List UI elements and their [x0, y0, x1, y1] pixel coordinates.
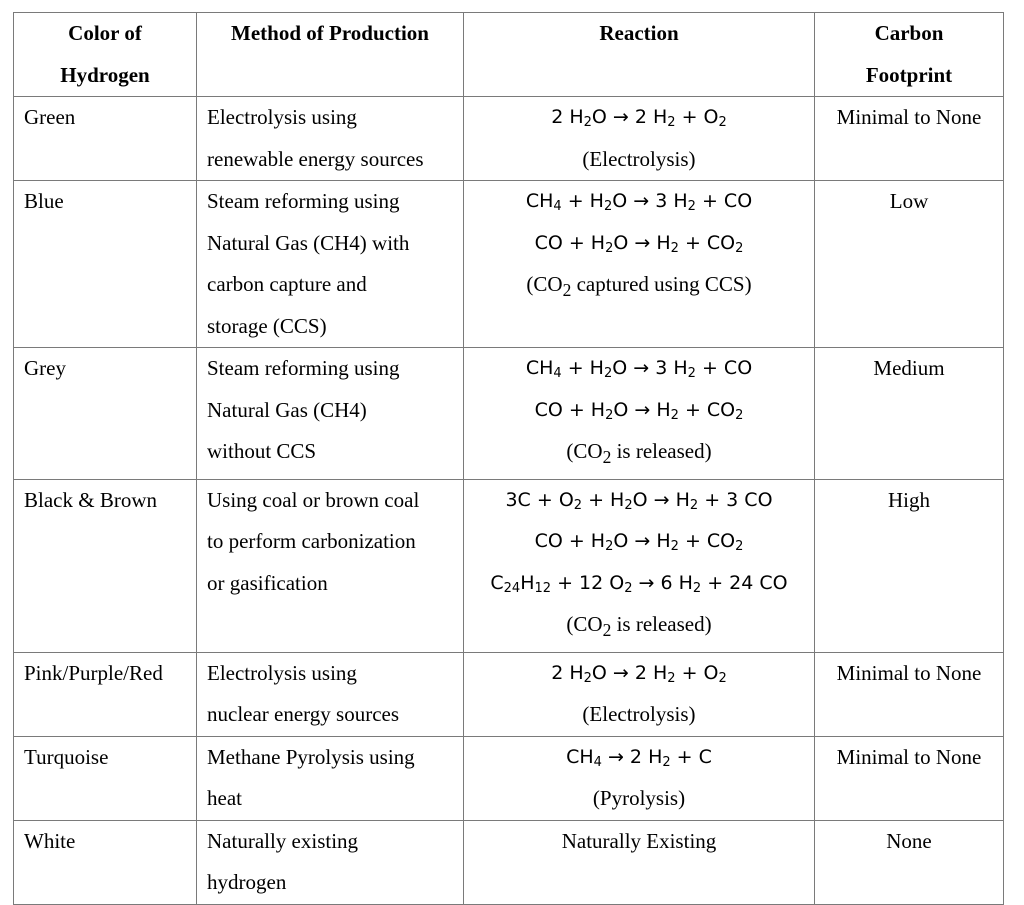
- cell-reaction: [464, 652, 815, 736]
- reaction-line: $CH_4 + H_2O \to 3$ $H_2$ + CO: [525, 190, 753, 214]
- reaction-line: CO + $H_2O \to H_2 + CO_2$: [534, 530, 744, 555]
- cell-method: Electrolysis using nuclear energy sources: [197, 652, 464, 736]
- table-row: [14, 736, 1004, 820]
- cell-method: Electrolysis using renewable energy sources: [197, 97, 464, 181]
- header-row: [14, 13, 1004, 97]
- reaction-line: $C_{24}H_{12} + 12$ $O_2 \to 6$ $H_2 + 24$ CO: [490, 571, 788, 596]
- cell-reaction: [464, 97, 815, 181]
- reaction-line: 2 $H_2O \to 2$ $H_2 + O_2$: [551, 106, 727, 130]
- hydrogen-colors-table: [13, 12, 1004, 905]
- cell-color: Black & Brown: [14, 479, 197, 652]
- header-color: Color of Hydrogen: [14, 13, 197, 97]
- cell-method: Using coal or brown coal to perform carbonization or gasification: [197, 479, 464, 652]
- cell-footprint: Minimal to None: [815, 736, 1004, 820]
- table-row: [14, 181, 1004, 348]
- table-row: [14, 97, 1004, 181]
- reaction-line: ($CO_2$ is released): [566, 439, 712, 468]
- header-footprint: Carbon Footprint: [815, 13, 1004, 97]
- reaction-line: ($CO_2$ captured using CCS): [526, 272, 752, 301]
- reaction-line: $CH_4 + H_2O \to 3$ $H_2$ + CO: [525, 357, 753, 381]
- reaction-line: 2 $H_2O \to 2$ $H_2 + O_2$: [551, 661, 727, 686]
- cell-footprint: High: [815, 479, 1004, 652]
- cell-color: Pink/Purple/Red: [14, 652, 197, 736]
- reaction-line: $3C + O_2 + H_2O \to H_2 + 3$ CO: [505, 488, 773, 513]
- table-row: [14, 479, 1004, 652]
- table-row: [14, 652, 1004, 736]
- cell-reaction: [464, 181, 815, 348]
- reaction-line: (Electrolysis): [582, 146, 696, 171]
- cell-reaction: [464, 479, 815, 652]
- reaction-line: Naturally Existing: [561, 828, 717, 853]
- header-method: Method of Production: [197, 13, 464, 97]
- cell-reaction: [464, 820, 815, 904]
- cell-method: Steam reforming using Natural Gas (CH4) without CCS: [197, 348, 464, 480]
- header-reaction: Reaction: [464, 13, 815, 97]
- cell-color: Turquoise: [14, 736, 197, 820]
- cell-color: White: [14, 820, 197, 904]
- cell-footprint: Minimal to None: [815, 652, 1004, 736]
- reaction-line: CO + $H_2O \to H_2 + CO_2$: [534, 231, 744, 256]
- cell-reaction: [464, 736, 815, 820]
- reaction-line: (Electrolysis): [582, 702, 696, 727]
- cell-method: Steam reforming using Natural Gas (CH4) with carbon capture and storage (CCS): [197, 181, 464, 348]
- cell-footprint: Low: [815, 181, 1004, 348]
- cell-method: Methane Pyrolysis using heat: [197, 736, 464, 820]
- reaction-line: $CH_4 \to 2$ $H_2 + C$: [566, 745, 712, 770]
- cell-color: Grey: [14, 348, 197, 480]
- cell-footprint: Minimal to None: [815, 97, 1004, 181]
- reaction-line: (Pyrolysis): [592, 786, 686, 811]
- cell-reaction: [464, 348, 815, 480]
- cell-footprint: None: [815, 820, 1004, 904]
- cell-footprint: Medium: [815, 348, 1004, 480]
- reaction-line: CO + $H_2O \to H_2 + CO_2$: [534, 398, 744, 423]
- cell-color: Blue: [14, 181, 197, 348]
- table-row: [14, 348, 1004, 480]
- table-row: [14, 820, 1004, 904]
- cell-method: Naturally existing hydrogen: [197, 820, 464, 904]
- cell-color: Green: [14, 97, 197, 181]
- reaction-line: ($CO_2$ is released): [566, 612, 712, 641]
